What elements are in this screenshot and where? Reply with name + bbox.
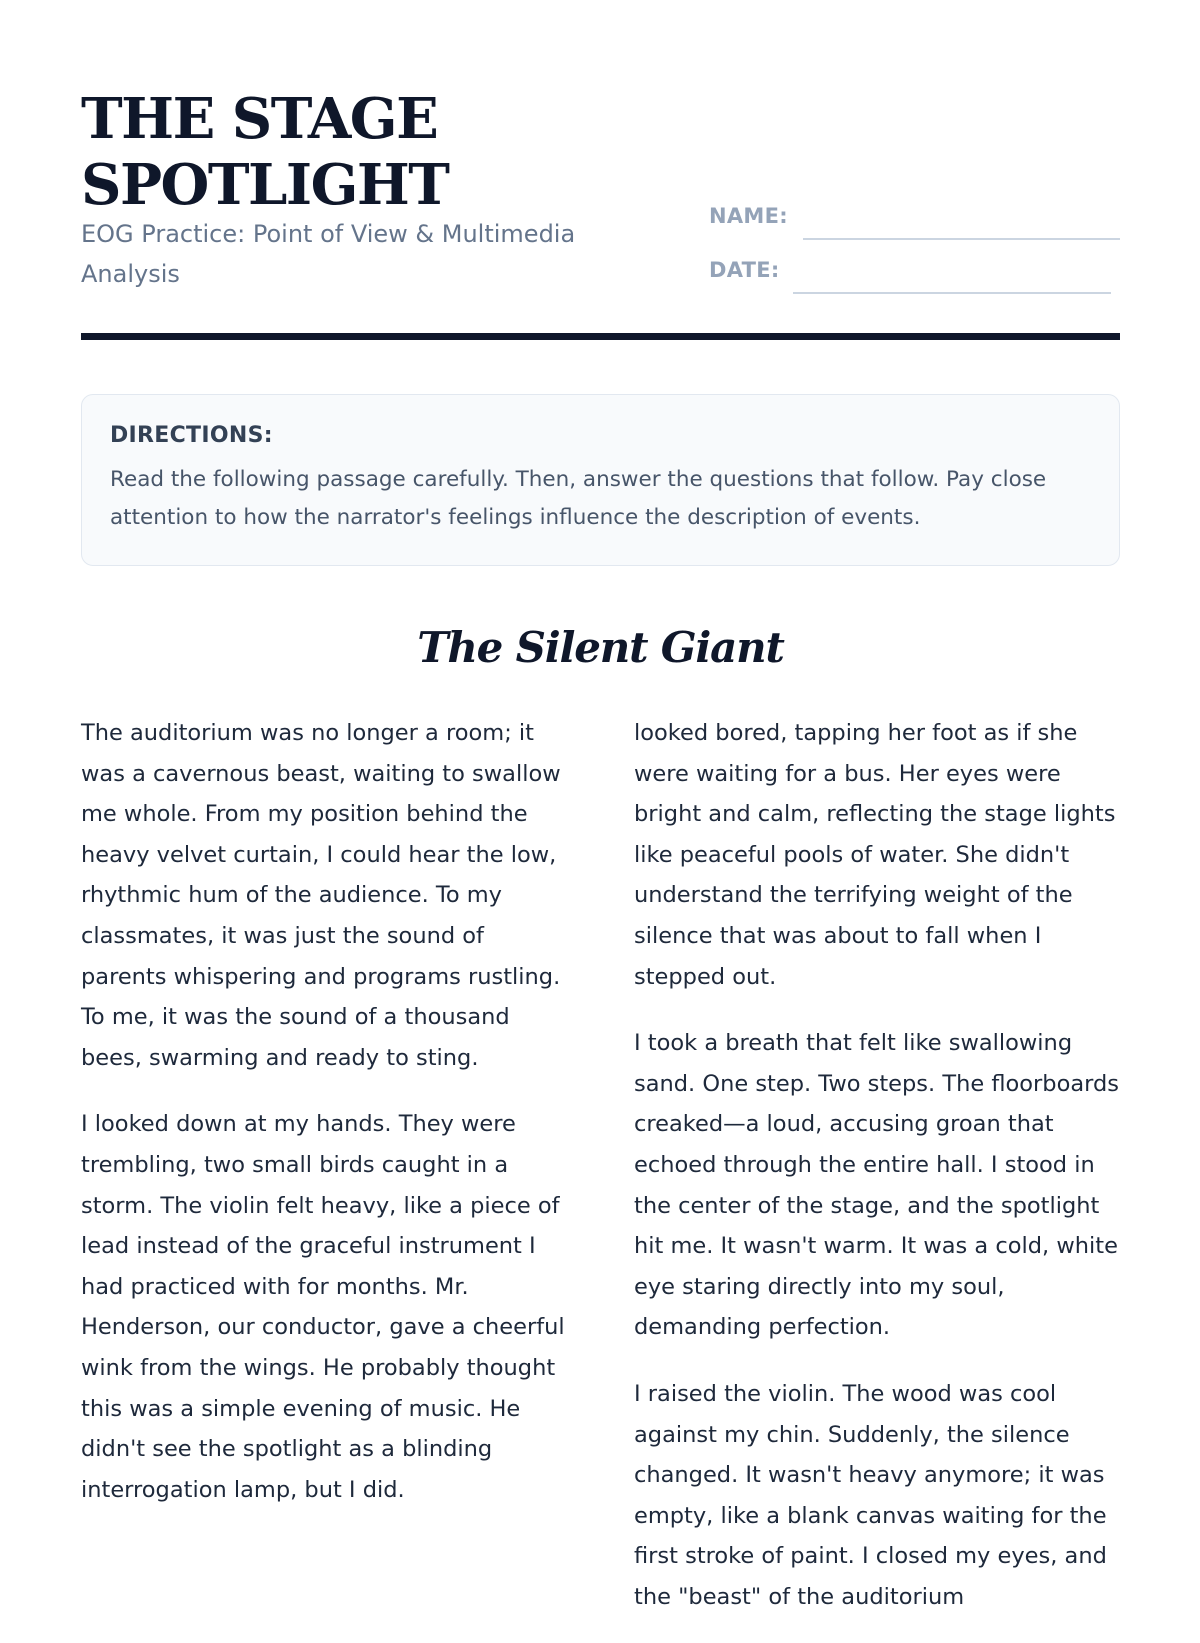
passage-paragraph: looked bored, tapping her foot as if she were waiting for a bus. Her eyes were bright and calm, reflecting the stage lights like peaceful pools of water. She didn't understand the terrifying weight of the silence that was about to fall when I stepped out.: [634, 720, 1116, 990]
passage-column-right: [634, 713, 1134, 1643]
title-line-2: SPOTLIGHT: [81, 152, 449, 218]
passage-paragraph: I raised the violin. The wood was cool against my chin. Suddenly, the silence changed. It wasn't heavy anymore; it was empty, like a blank canvas waiting for the first stroke of paint. I closed my eyes, and the "beast" of the auditorium: [634, 1380, 1107, 1610]
header-divider: [81, 333, 1120, 340]
directions-label: DIRECTIONS:: [110, 423, 273, 448]
passage-paragraph: The auditorium was no longer a room; it was a cavernous beast, waiting to swallow me whole. From my position behind the heavy velvet curtain, I could hear the low, rhythmic hum of the audience. To my classmates, it was just the sound of parents whispering and programs rustling. To me, it was the sound of a thousand bees, swarming and ready to sting.: [81, 720, 561, 1071]
title-line-1: THE STAGE: [81, 86, 438, 152]
name-label: NAME:: [709, 204, 788, 228]
directions-box: [81, 394, 1120, 566]
name-field[interactable]: [803, 238, 1120, 240]
page-subtitle: EOG Practice: Point of View & Multimedia Analysis: [81, 220, 576, 288]
passage-paragraph: I looked down at my hands. They were trembling, two small birds caught in a storm. The violin felt heavy, like a piece of lead instead of the graceful instrument I had practiced with for months. Mr. Henderson, our conductor, gave a cheerful wink from the wings. He probably thought this was a simple evening of music. He didn't see the spotlight as a blinding interrogation lamp, but I did.: [81, 1111, 565, 1503]
date-label: DATE:: [709, 258, 780, 282]
passage-column-left: [81, 713, 568, 1536]
passage-paragraph: I took a breath that felt like swallowing sand. One step. Two steps. The floorboards creaked—a loud, accusing groan that echoed through the entire hall. I stood in the center of the stage, and the spotlight hit me. It wasn't warm. It was a cold, white eye staring directly into my soul, demanding perfection.: [634, 1030, 1119, 1341]
page-title: [81, 86, 641, 218]
date-field[interactable]: [793, 292, 1111, 294]
passage-title: The Silent Giant: [417, 623, 784, 672]
directions-text: Read the following passage carefully. Then, answer the questions that follow. Pay close attention to how the narrator's feelings influence the description of events.: [110, 467, 1047, 530]
